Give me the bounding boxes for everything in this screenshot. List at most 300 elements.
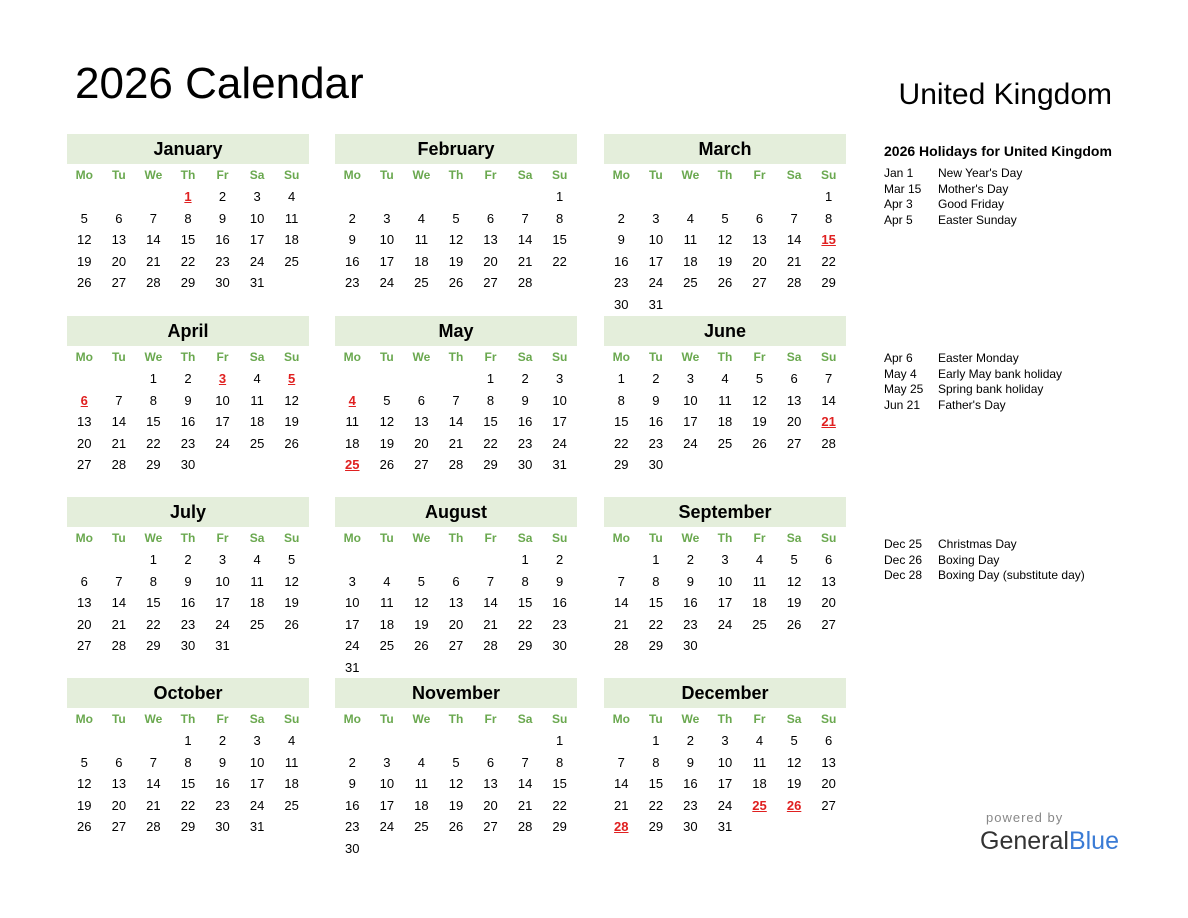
day-cell: 11: [752, 754, 767, 770]
weekday-label: Tu: [379, 168, 394, 182]
weekday-label: Su: [283, 531, 300, 545]
day-cell: 5: [452, 754, 460, 770]
weekday-label: Tu: [111, 168, 126, 182]
month-may: [335, 316, 577, 476]
day-cell: 27: [77, 638, 92, 654]
day-cell: 18: [249, 414, 265, 430]
day-cell: 4: [417, 754, 426, 770]
day-cell: 19: [284, 414, 299, 430]
holidays-title: 2026 Holidays for United Kingdom: [884, 143, 1112, 159]
holiday-row: [884, 367, 1062, 383]
day-cell: 3: [686, 371, 695, 386]
day-cell: 19: [284, 595, 299, 611]
day-grid: [335, 708, 577, 860]
day-cell: 11: [250, 392, 264, 408]
day-cell: 20: [77, 435, 92, 451]
day-cell: 13: [77, 595, 92, 611]
day-cell: 12: [448, 232, 464, 248]
day-cell: 17: [249, 232, 265, 248]
holiday-name: Good Friday: [938, 197, 1005, 212]
weekday-label: Mo: [75, 531, 93, 545]
day-cell: 2: [686, 552, 695, 567]
weekday-label: Th: [180, 531, 196, 545]
weekday-label: We: [681, 168, 700, 182]
day-cell: 20: [77, 616, 92, 632]
weekday-label: Fr: [216, 531, 229, 545]
day-cell: 13: [752, 232, 767, 248]
weekday-label: We: [681, 712, 700, 726]
day-cell: 29: [146, 638, 161, 654]
day-cell: 29: [648, 638, 664, 654]
day-cell: 27: [414, 457, 429, 473]
day-cell: 8: [149, 573, 158, 589]
day-cell: 17: [552, 414, 567, 430]
holiday-date: Jun 21: [884, 398, 921, 413]
month-title: October: [67, 678, 309, 708]
day-cell: 31: [215, 638, 230, 654]
empty-cell: [404, 549, 439, 571]
day-cell: 16: [180, 414, 196, 430]
day-cell: 9: [686, 573, 695, 589]
empty-cell: [335, 186, 370, 208]
day-cell: 1: [652, 552, 660, 567]
day-cell: 21: [146, 797, 161, 813]
empty-cell: [439, 368, 474, 390]
empty-cell: [102, 368, 137, 390]
day-cell: 11: [414, 232, 429, 248]
powered-by-text: powered by: [986, 810, 1064, 825]
empty-cell: [439, 549, 474, 571]
holiday-date: Mar 15: [884, 181, 922, 196]
holiday-name: Mother's Day: [938, 181, 1009, 196]
weekday-label: Th: [180, 712, 196, 726]
day-cell: 13: [483, 776, 498, 792]
day-cell: 30: [215, 275, 230, 291]
day-cell: 28: [517, 275, 533, 291]
month-title: August: [335, 497, 577, 527]
day-cell: 24: [215, 616, 230, 632]
day-cell: 17: [215, 414, 230, 430]
day-cell: 16: [345, 797, 360, 813]
day-cell: 23: [683, 797, 698, 813]
day-cell: 17: [717, 595, 733, 611]
day-cell: 30: [683, 638, 698, 654]
day-cell: 18: [249, 595, 265, 611]
holiday-date: Apr 5: [884, 213, 913, 228]
day-cell: 5: [288, 552, 296, 567]
day-cell: 12: [284, 573, 299, 589]
day-cell: 20: [111, 253, 127, 269]
day-cell: 3: [348, 573, 356, 589]
holiday-name: Easter Sunday: [938, 213, 1017, 228]
holiday-name: Boxing Day: [938, 552, 1000, 567]
day-cell: 5: [383, 392, 391, 408]
day-cell: 10: [683, 392, 698, 408]
day-cell: 6: [825, 552, 833, 567]
day-cell: 21: [614, 616, 629, 632]
day-cell: 26: [284, 616, 299, 632]
holiday-row: [884, 568, 1085, 584]
day-cell: 12: [77, 232, 92, 248]
day-cell: 13: [77, 414, 92, 430]
holiday-row: [884, 351, 1062, 367]
holiday-date: May 25: [884, 382, 924, 397]
empty-cell: [777, 186, 812, 208]
day-cell: 5: [80, 210, 88, 226]
day-cell: 26: [717, 275, 733, 291]
generalblue-logo: [980, 826, 1119, 856]
day-cell: 27: [111, 819, 127, 835]
weekday-label: We: [144, 350, 163, 364]
day-cell: 24: [379, 275, 395, 291]
weekday-label: Mo: [612, 168, 630, 182]
month-march: [604, 134, 846, 316]
day-grid: [604, 708, 846, 838]
day-grid: [604, 527, 846, 657]
empty-cell: [508, 730, 543, 752]
day-cell: 26: [752, 435, 767, 451]
empty-cell: [102, 186, 137, 208]
day-cell: 9: [218, 754, 227, 770]
day-cell: 12: [414, 595, 429, 611]
day-cell: 19: [448, 797, 464, 813]
day-cell: 9: [184, 573, 192, 589]
weekday-label: Su: [820, 350, 837, 364]
month-title: March: [604, 134, 846, 164]
day-cell: 30: [180, 638, 196, 654]
holiday-date: Jan 1: [884, 166, 914, 180]
holiday-row: [884, 197, 1022, 213]
weekday-label: Tu: [648, 531, 663, 545]
empty-cell: [136, 730, 171, 752]
day-cell: 7: [617, 573, 625, 589]
day-cell: 29: [821, 275, 836, 291]
day-cell: 19: [717, 253, 733, 269]
day-grid: [67, 346, 309, 476]
day-cell: 21: [517, 797, 533, 813]
day-cell: 29: [648, 819, 664, 835]
day-cell: 3: [721, 733, 729, 748]
empty-cell: [404, 186, 439, 208]
day-cell: 11: [380, 595, 394, 611]
weekday-label: Tu: [111, 350, 126, 364]
holiday-name: Christmas Day: [938, 537, 1017, 551]
month-june: [604, 316, 846, 476]
day-cell: 30: [517, 457, 533, 473]
weekday-label: Su: [283, 350, 300, 364]
day-grid: [335, 346, 577, 476]
empty-cell: [370, 549, 405, 571]
weekday-label: Fr: [484, 531, 497, 545]
day-cell: 28: [517, 819, 533, 835]
month-title: December: [604, 678, 846, 708]
day-cell: 22: [552, 797, 567, 813]
day-cell: 29: [180, 275, 196, 291]
day-cell: 27: [483, 819, 498, 835]
empty-cell: [673, 186, 708, 208]
day-grid: [604, 346, 846, 476]
weekday-label: Su: [283, 168, 300, 182]
weekday-label: Fr: [753, 350, 766, 364]
day-cell: 25: [284, 253, 299, 269]
holiday-date: Dec 26: [884, 552, 923, 567]
day-cell: 1: [149, 552, 158, 567]
day-cell: 1: [556, 733, 564, 748]
day-cell: 25: [414, 819, 429, 835]
day-cell: 10: [249, 754, 265, 770]
day-cell: 6: [115, 754, 123, 770]
holiday-list-q4: [884, 537, 1085, 584]
day-cell: 23: [683, 616, 698, 632]
day-cell: 8: [184, 210, 192, 226]
empty-cell: [67, 549, 102, 571]
day-cell: 13: [111, 232, 127, 248]
day-cell: 17: [717, 776, 733, 792]
month-october: [67, 678, 309, 838]
day-cell: 15: [552, 232, 567, 248]
holiday-day-cell: 3: [218, 371, 227, 386]
day-cell: 10: [717, 754, 733, 770]
weekday-label: Mo: [612, 712, 630, 726]
holiday-name: New Year's Day: [938, 166, 1023, 180]
day-cell: 14: [786, 232, 802, 248]
day-cell: 6: [825, 733, 833, 748]
weekday-label: Sa: [786, 531, 802, 545]
day-cell: 18: [717, 414, 733, 430]
day-cell: 29: [146, 457, 161, 473]
day-cell: 27: [821, 797, 836, 813]
day-cell: 22: [821, 253, 836, 269]
day-cell: 26: [786, 616, 802, 632]
day-cell: 15: [180, 232, 196, 248]
day-cell: 22: [483, 435, 498, 451]
day-cell: 3: [253, 733, 261, 748]
day-cell: 10: [215, 392, 230, 408]
day-cell: 22: [552, 253, 567, 269]
day-cell: 27: [752, 275, 767, 291]
day-cell: 12: [786, 573, 802, 589]
empty-cell: [473, 549, 508, 571]
day-cell: 7: [486, 573, 495, 589]
day-cell: 28: [821, 435, 836, 451]
day-cell: 15: [614, 414, 629, 430]
weekday-label: Mo: [75, 712, 93, 726]
day-cell: 29: [552, 819, 567, 835]
weekday-label: Su: [551, 531, 568, 545]
day-cell: 10: [215, 573, 230, 589]
day-cell: 22: [146, 616, 161, 632]
holiday-row: [884, 553, 1085, 569]
day-cell: 27: [821, 616, 836, 632]
weekday-label: Sa: [249, 350, 265, 364]
month-january: [67, 134, 309, 294]
day-cell: 5: [452, 210, 460, 226]
day-cell: 28: [448, 457, 464, 473]
day-cell: 11: [414, 776, 429, 792]
day-cell: 4: [755, 552, 764, 567]
weekday-label: Su: [820, 168, 837, 182]
day-cell: 15: [146, 595, 161, 611]
day-cell: 26: [379, 457, 395, 473]
weekday-label: Fr: [484, 168, 497, 182]
day-cell: 18: [683, 253, 698, 269]
day-cell: 12: [77, 776, 92, 792]
day-cell: 12: [379, 414, 395, 430]
day-cell: 16: [215, 232, 230, 248]
day-cell: 19: [786, 595, 802, 611]
day-cell: 16: [552, 595, 567, 611]
empty-cell: [335, 368, 370, 390]
month-title: April: [67, 316, 309, 346]
empty-cell: [404, 730, 439, 752]
weekday-label: Th: [717, 350, 733, 364]
weekday-label: Tu: [648, 350, 663, 364]
holiday-name: Father's Day: [938, 398, 1006, 413]
day-cell: 25: [414, 275, 429, 291]
day-cell: 1: [556, 189, 564, 204]
holiday-date: Apr 6: [884, 351, 913, 365]
day-cell: 20: [111, 797, 127, 813]
day-grid: [67, 164, 309, 294]
weekday-label: We: [412, 168, 431, 182]
day-cell: 1: [652, 733, 660, 748]
day-cell: 7: [521, 754, 529, 770]
weekday-label: Th: [717, 168, 733, 182]
day-cell: 9: [348, 776, 356, 792]
day-cell: 17: [215, 595, 230, 611]
day-cell: 28: [786, 275, 802, 291]
day-cell: 16: [517, 414, 533, 430]
weekday-label: Mo: [343, 712, 361, 726]
page-title: 2026 Calendar: [75, 59, 364, 108]
weekday-label: We: [412, 531, 431, 545]
day-cell: 14: [517, 776, 533, 792]
weekday-label: Su: [820, 531, 837, 545]
day-cell: 15: [648, 595, 664, 611]
day-cell: 8: [521, 573, 529, 589]
day-cell: 22: [648, 616, 664, 632]
weekday-label: Su: [820, 712, 837, 726]
weekday-label: Tu: [379, 712, 394, 726]
day-cell: 25: [379, 638, 395, 654]
weekday-label: Fr: [753, 531, 766, 545]
day-cell: 16: [648, 414, 664, 430]
day-cell: 15: [517, 595, 533, 611]
day-cell: 8: [652, 754, 660, 770]
day-cell: 29: [614, 457, 629, 473]
day-cell: 6: [790, 371, 798, 386]
day-cell: 17: [379, 797, 395, 813]
day-cell: 30: [614, 296, 629, 312]
weekday-label: Su: [283, 712, 300, 726]
weekday-label: Th: [448, 350, 464, 364]
weekday-label: Tu: [111, 712, 126, 726]
day-cell: 13: [483, 232, 498, 248]
holiday-day-cell: 15: [821, 232, 836, 248]
month-title: September: [604, 497, 846, 527]
day-cell: 20: [786, 414, 802, 430]
empty-cell: [67, 186, 102, 208]
day-cell: 8: [825, 210, 833, 226]
day-cell: 22: [648, 797, 664, 813]
day-cell: 21: [448, 435, 464, 451]
day-cell: 21: [146, 253, 161, 269]
day-cell: 19: [786, 776, 802, 792]
day-cell: 20: [821, 595, 836, 611]
day-cell: 28: [483, 638, 498, 654]
weekday-label: Sa: [249, 712, 265, 726]
day-cell: 18: [379, 616, 395, 632]
day-cell: 12: [448, 776, 464, 792]
weekday-label: We: [144, 168, 163, 182]
empty-cell: [473, 186, 508, 208]
day-cell: 9: [184, 392, 192, 408]
weekday-label: Th: [717, 712, 733, 726]
holiday-list-q2: [884, 351, 1062, 414]
weekday-label: Tu: [648, 712, 663, 726]
logo-text-blue: Blue: [1068, 827, 1119, 855]
day-cell: 12: [786, 754, 802, 770]
weekday-label: Sa: [786, 168, 802, 182]
day-cell: 18: [284, 776, 299, 792]
day-cell: 23: [180, 616, 196, 632]
day-cell: 14: [821, 392, 836, 408]
day-cell: 7: [149, 210, 158, 226]
weekday-label: Sa: [517, 350, 533, 364]
day-cell: 18: [752, 776, 767, 792]
day-cell: 1: [521, 552, 529, 567]
day-cell: 13: [821, 573, 836, 589]
day-cell: 7: [617, 754, 625, 770]
month-august: [335, 497, 577, 679]
weekday-label: We: [412, 350, 431, 364]
empty-cell: [335, 730, 370, 752]
day-cell: 10: [648, 232, 664, 248]
day-cell: 9: [617, 232, 625, 248]
day-cell: 1: [486, 371, 495, 386]
day-cell: 14: [111, 595, 127, 611]
day-cell: 9: [652, 392, 660, 408]
empty-cell: [370, 186, 405, 208]
day-cell: 15: [552, 776, 567, 792]
weekday-label: Th: [180, 168, 196, 182]
day-cell: 23: [215, 797, 230, 813]
day-cell: 13: [448, 595, 464, 611]
day-cell: 11: [284, 754, 299, 770]
day-cell: 30: [552, 638, 567, 654]
day-cell: 13: [111, 776, 127, 792]
day-cell: 4: [755, 733, 764, 748]
day-cell: 23: [614, 275, 629, 291]
day-cell: 20: [821, 776, 836, 792]
day-cell: 9: [556, 573, 564, 589]
holiday-name: Early May bank holiday: [938, 366, 1063, 381]
day-cell: 11: [718, 392, 732, 408]
day-cell: 7: [521, 210, 529, 226]
day-cell: 14: [111, 414, 127, 430]
empty-cell: [604, 549, 639, 571]
empty-cell: [370, 730, 405, 752]
day-cell: 22: [180, 253, 196, 269]
day-cell: 31: [552, 457, 567, 473]
day-cell: 17: [345, 616, 360, 632]
day-cell: 6: [452, 573, 460, 589]
day-cell: 18: [414, 797, 429, 813]
day-cell: 8: [556, 754, 564, 770]
month-july: [67, 497, 309, 657]
weekday-label: Sa: [517, 531, 533, 545]
month-november: [335, 678, 577, 860]
